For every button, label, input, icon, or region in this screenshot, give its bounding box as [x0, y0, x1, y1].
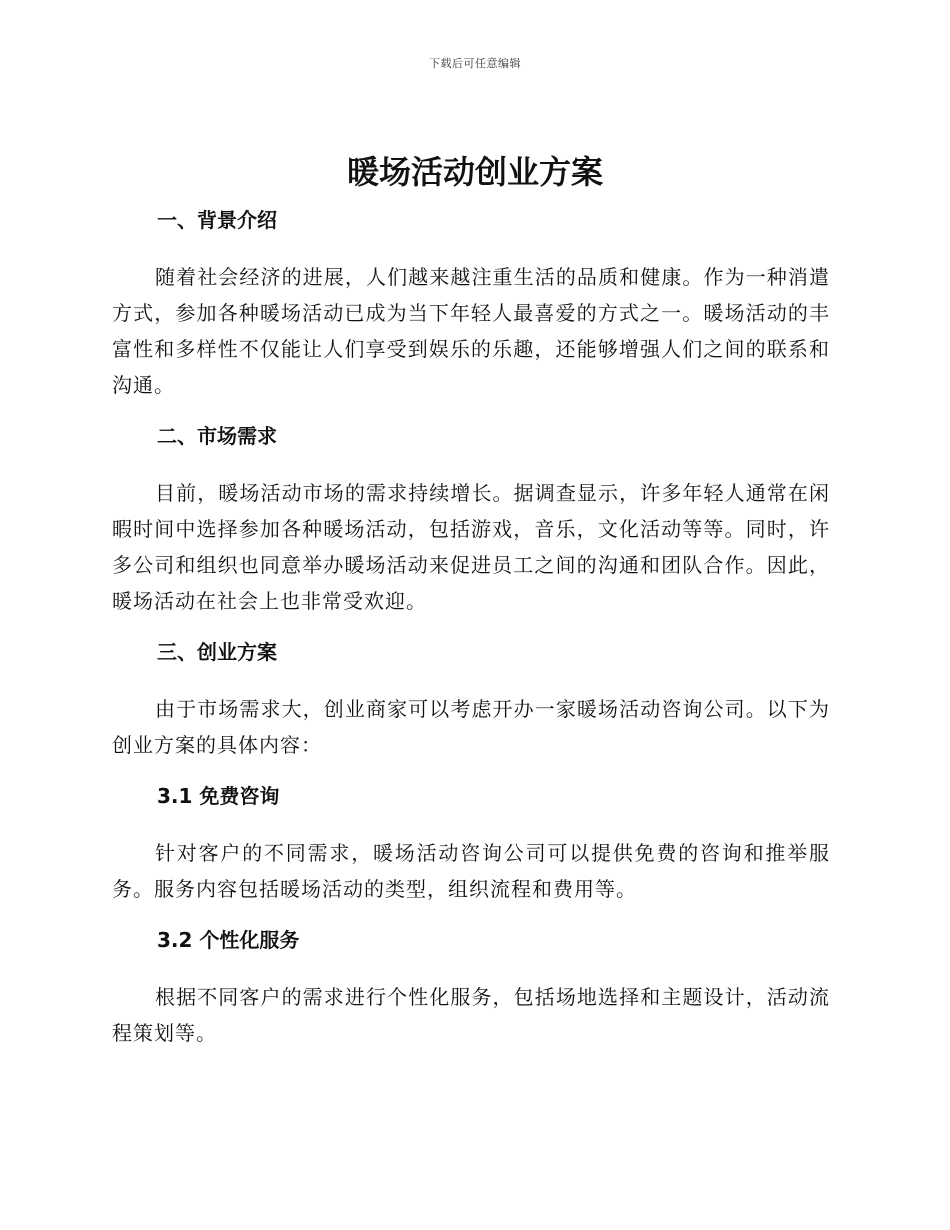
section-business-plan	[112, 637, 830, 763]
section-personalized-service	[112, 925, 830, 1051]
section-paragraph-personalized-service: 根据不同客户的需求进行个性化服务，包括场地选择和主题设计，活动流程策划等。	[112, 985, 830, 1045]
section-paragraph-market-demand: 目前，暖场活动市场的需求持续增长。据调查显示，许多年轻人通常在闲暇时间中选择参加各种暖场活动，包括游戏，音乐，文化活动等等。同时，许多公司和组织也同意举办暖场活动来促进员工之间的沟通和团队合作。因此，暖场活动在社会上也非常受欢迎。	[112, 481, 830, 613]
section-heading-business-plan: 三、创业方案	[157, 640, 277, 664]
section-heading-personalized-service: 3.2 个性化服务	[157, 928, 300, 952]
section-background	[112, 205, 830, 403]
section-paragraph-business-plan: 由于市场需求大，创业商家可以考虑开办一家暖场活动咨询公司。以下为创业方案的具体内容：	[112, 697, 830, 757]
header-note: 下载后可任意编辑	[429, 57, 521, 70]
section-heading-background: 一、背景介绍	[157, 208, 277, 232]
document-body	[112, 205, 830, 1051]
document-title: 暖场活动创业方案	[346, 153, 603, 191]
section-free-consultation	[112, 781, 830, 907]
section-market-demand	[112, 421, 830, 619]
section-heading-free-consultation: 3.1 免费咨询	[157, 784, 280, 808]
section-heading-market-demand: 二、市场需求	[157, 424, 277, 448]
section-paragraph-free-consultation: 针对客户的不同需求，暖场活动咨询公司可以提供免费的咨询和推举服务。服务内容包括暖场活动的类型，组织流程和费用等。	[112, 841, 830, 901]
section-paragraph-background: 随着社会经济的进展，人们越来越注重生活的品质和健康。作为一种消遣方式，参加各种暖场活动已成为当下年轻人最喜爱的方式之一。暖场活动的丰富性和多样性不仅能让人们享受到娱乐的乐趣，还能够增强人们之间的联系和沟通。	[112, 265, 830, 397]
